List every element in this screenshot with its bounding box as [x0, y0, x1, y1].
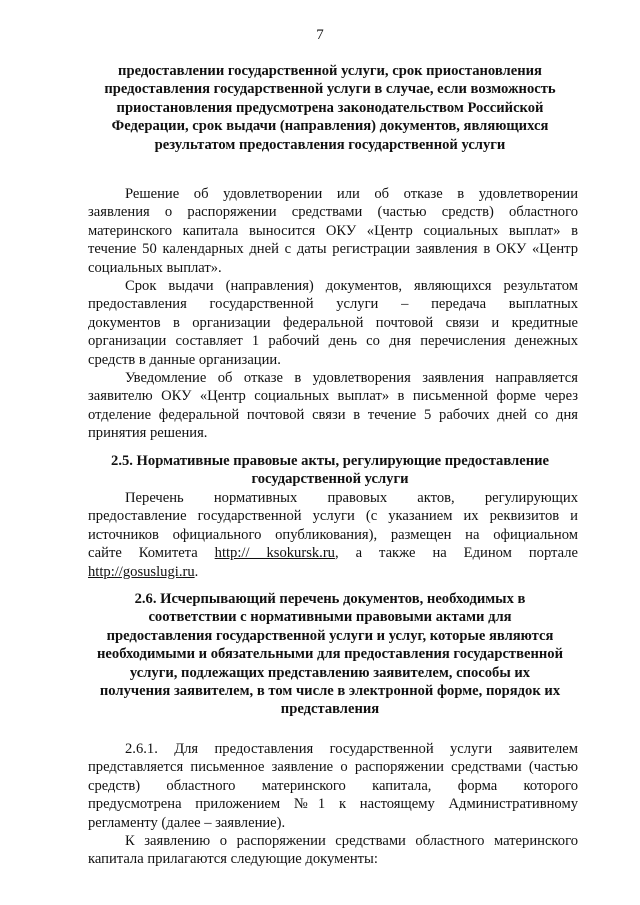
text-line: капитала прилагаются следующие документы:: [88, 851, 378, 868]
paragraph-refusal-notice: [88, 369, 578, 443]
text-line: регламенту (далее – заявление).: [88, 814, 286, 831]
text-fragment: .: [194, 563, 199, 580]
heading-line: Федерации, срок выдачи (направления) документов, являющихся: [111, 118, 549, 135]
heading-line: предоставления государственной услуги и услуг, которые являются: [106, 627, 554, 644]
committee-site-link[interactable]: http:// ksokursk.ru: [214, 545, 335, 562]
text-line: [88, 544, 578, 562]
paragraph-2-6-1: [88, 740, 578, 832]
heading-line: предоставлении государственной услуги, срок приостановления: [118, 63, 542, 79]
heading-line: 2.5. Нормативные правовые акты, регулирующие предоставление: [111, 453, 549, 469]
heading-line: получения заявителем, в том числе в электронной форме, порядок их: [99, 683, 561, 700]
text-line: материнского капитала выносится ОКУ «Центр социальных выплат» в: [88, 222, 578, 239]
heading-line: необходимыми и обязательными для предоставления государственной: [97, 646, 563, 663]
heading-line: приостановления предусмотрена законодательством Российской: [116, 99, 544, 116]
text-line: организации составляет 1 рабочий день со дня перечисления денежных: [88, 333, 578, 350]
text-line: 2.6.1. Для предоставления государственной услуги заявителем: [125, 741, 578, 757]
text-line: Уведомление об отказе в удовлетворения заявления направляется: [125, 370, 578, 386]
text-line: Перечень нормативных правовых актов, регулирующих: [125, 490, 578, 506]
page-number: 7: [316, 27, 324, 43]
section-heading-continued: [80, 62, 580, 154]
paragraph-legal-acts: [88, 489, 578, 581]
section-2-5-title: [80, 452, 580, 489]
paragraph-attached-docs: [88, 832, 578, 869]
text-line: Решение об удовлетворении или об отказе в удовлетворении: [125, 186, 578, 202]
text-line: социальных выплат».: [88, 259, 222, 276]
text-line: документов в организации федеральной почтовой связи и кредитные: [88, 314, 578, 331]
heading-line: соответствии с нормативными правовыми актами для: [148, 609, 512, 626]
text-line: заявления о распоряжении средствами (частью средств) областного: [88, 204, 578, 221]
text-line: предоставление государственной услуги (с указанием их реквизитов и: [88, 508, 578, 525]
text-line: К заявлению о распоряжении средствами областного материнского: [125, 833, 578, 849]
text-line: средств в данные организации.: [88, 351, 281, 368]
text-line: представляется письменное заявление о распоряжении средствами (частью: [88, 759, 578, 776]
text-line: предоставления государственной услуги – передача выплатных: [88, 296, 578, 313]
text-line: течение 50 календарных дней с даты регистрации заявления в ОКУ «Центр: [88, 241, 578, 258]
heading-line: представления: [280, 701, 380, 718]
text-line: отделение федеральной почтовой связи в течение 5 рабочих дней со дня: [88, 406, 578, 423]
paragraph-issue-term: [88, 277, 578, 369]
text-line: принятия решения.: [88, 425, 208, 442]
heading-line: предоставления государственной услуги в случае, если возможность: [104, 81, 556, 98]
text-fragment: , а также на Едином портале: [334, 545, 578, 562]
heading-line: услуги, подлежащих представлению заявителем, способы их: [129, 664, 531, 681]
text-fragment: сайте Комитета: [88, 545, 215, 562]
text-line: [88, 563, 578, 581]
section-2-6-title: [70, 590, 590, 719]
heading-line: государственной услуги: [251, 471, 409, 488]
text-line: Срок выдачи (направления) документов, являющихся результатом: [125, 278, 578, 294]
text-line: средств) областного материнского капитала, форма которого: [88, 777, 578, 794]
text-line: заявителю ОКУ «Центр социальных выплат» в письменной форме через: [88, 388, 578, 405]
paragraph-decision: [88, 185, 578, 277]
text-line: предусмотрена приложением №1 к настоящему Административному: [88, 796, 578, 813]
heading-line: результатом предоставления государственной услуги: [154, 136, 506, 153]
text-line: источников официального опубликования), размещен на официальном: [88, 526, 578, 543]
heading-line: 2.6. Исчерпывающий перечень документов, необходимых в: [134, 591, 526, 607]
gosuslugi-link[interactable]: http://gosuslugi.ru: [88, 563, 195, 580]
